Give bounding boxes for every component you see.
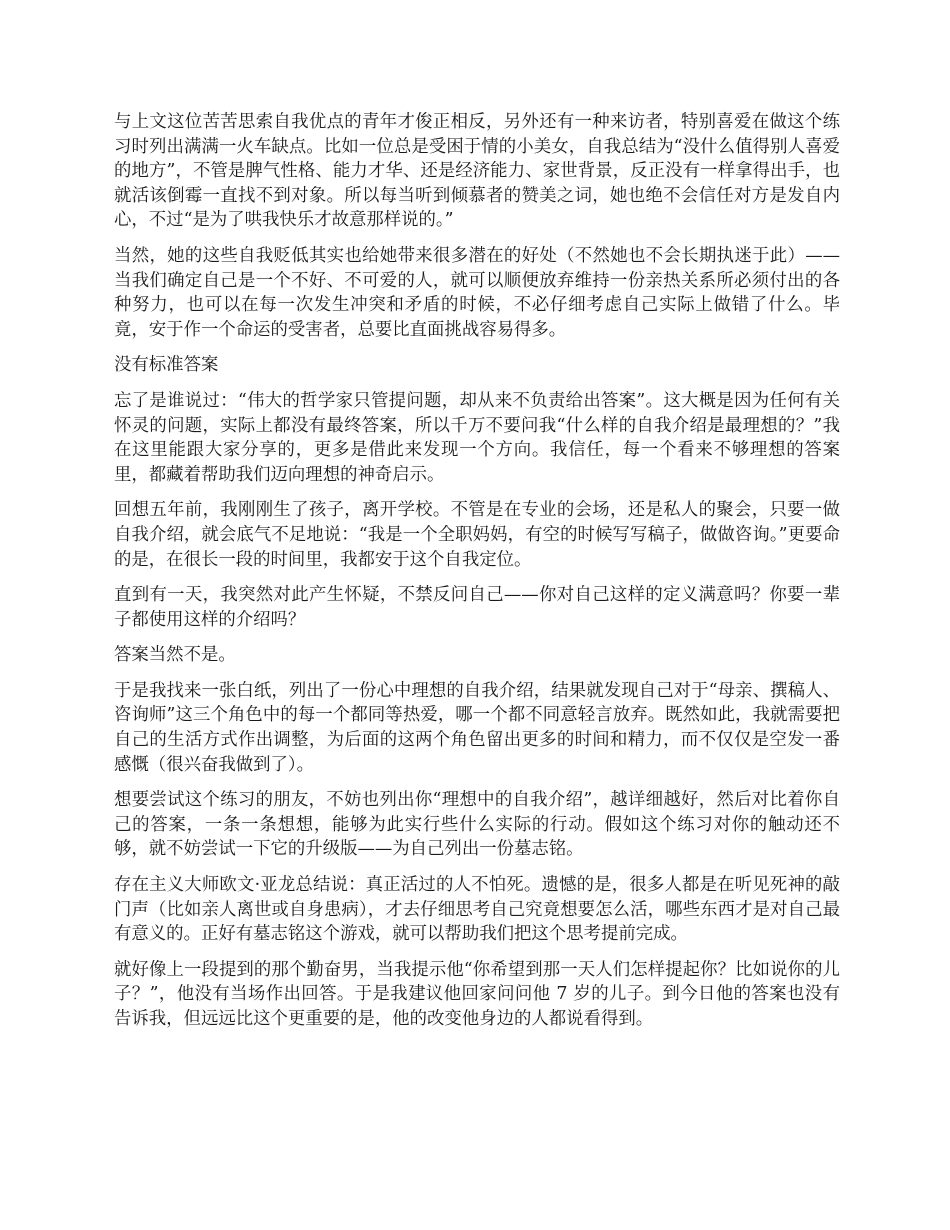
paragraph: 就好像上一段提到的那个勤奋男，当我提示他“你希望到那一天人们怎样提起你？比如说你的儿子？”，他没有当场作出回答。于是我建议他回家问问他 7 岁的儿子。到今日他的答案也没有告诉我，但远远比这个更重要的是，他的改变他身边的人都说看得到。 xyxy=(114,959,840,1029)
paragraph: 于是我找来一张白纸，列出了一份心中理想的自我介绍，结果就发现自己对于“母亲、撰稿人、咨询师”这三个角色中的每一个都同等热爱，哪一个都不同意轻言放弃。既然如此，我就需要把自己的生活方式作出调整，为后面的这两个角色留出更多的时间和精力，而不仅仅是空发一番感慨（很兴奋我做到了）。 xyxy=(114,680,840,775)
paragraph: 想要尝试这个练习的朋友，不妨也列出你“理想中的自我介绍”，越详细越好，然后对比着你自己的答案，一条一条想想，能够为此实行些什么实际的行动。假如这个练习对你的触动还不够，就不妨尝试一下它的升级版——为自己列出一份墓志铭。 xyxy=(114,790,840,860)
paragraph: 回想五年前，我刚刚生了孩子，离开学校。不管是在专业的会场，还是私人的聚会，只要一做自我介绍，就会底气不足地说：“我是一个全职妈妈，有空的时候写写稿子，做做咨询。”更要命的是，在很长一段的时间里，我都安于这个自我定位。 xyxy=(114,500,840,570)
paragraph: 答案当然不是。 xyxy=(114,645,236,666)
paragraph: 当然，她的这些自我贬低其实也给她带来很多潜在的好处（不然她也不会长期执迷于此）——当我们确定自己是一个不好、不可爱的人，就可以顺便放弃维持一份亲热关系所必须付出的各种努力，也可以在每一次发生冲突和矛盾的时候，不必仔细考虑自己实际上做错了什么。毕竟，安于作一个命运的受害者，总要比直面挑战容易得多。 xyxy=(114,245,840,340)
section-heading: 没有标准答案 xyxy=(114,355,219,376)
paragraph: 直到有一天，我突然对此产生怀疑，不禁反问自己——你对自己这样的定义满意吗？你要一辈子都使用这样的介绍吗？ xyxy=(114,585,840,630)
paragraph: 忘了是谁说过：“伟大的哲学家只管提问题，却从来不负责给出答案”。这大概是因为任何有关怀灵的问题，实际上都没有最终答案，所以千万不要问我“什么样的自我介绍是最理想的？”我在这里能跟大家分享的，更多是借此来发现一个方向。我信任，每一个看来不够理想的答案里，都藏着帮助我们迈向理想的神奇启示。 xyxy=(114,390,840,485)
paragraph: 存在主义大师欧文·亚龙总结说：真正活过的人不怕死。遗憾的是，很多人都是在听见死神的敲门声（比如亲人离世或自身患病），才去仔细思考自己究竟想要怎么活，哪些东西才是对自己最有意义的。正好有墓志铭这个游戏，就可以帮助我们把这个思考提前完成。 xyxy=(114,875,840,945)
paragraph: 与上文这位苦苦思索自我优点的青年才俊正相反，另外还有一种来访者，特别喜爱在做这个练习时列出满满一火车缺点。比如一位总是受困于情的小美女，自我总结为“没什么值得别人喜爱的地方”，不管是脾气性格、能力才华、还是经济能力、家世背景，反正没有一样拿得出手，也就活该倒霉一直找不到对象。所以每当听到倾慕者的赞美之词，她也绝不会信任对方是发自内心，不过“是为了哄我快乐才故意那样说的。” xyxy=(114,112,840,231)
document-body xyxy=(114,110,840,1043)
